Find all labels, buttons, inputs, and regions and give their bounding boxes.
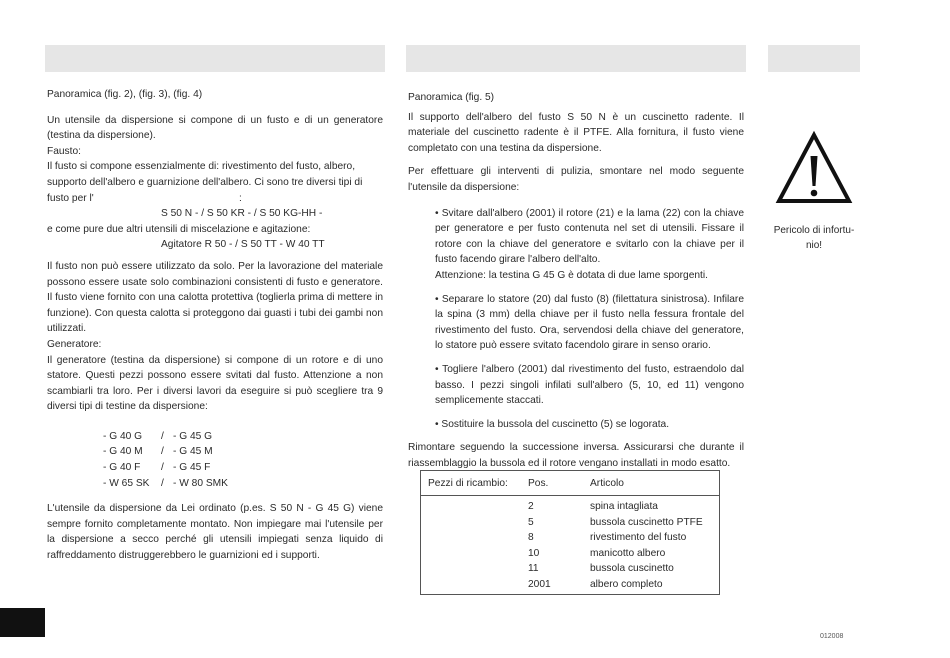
left-paragraph-6: L'utensile da dispersione da Lei ordinato (p.es. S 50 N - G 45 G) viene sempre fornito completamente montato. Non impiegare mai l'utensile per la dispersione a secco perché gli utensili impiegati senza liquido di raffreddamento distruggerebbero le guarnizioni ed i supporti. — [47, 503, 383, 562]
bullet-item: • Togliere l'albero (2001) dal rivestimento del fusto, estraendolo dal basso. I pezzi singoli infilati sull'albero (5, 10, ed 11) vengono semplicemente staccati. — [435, 363, 744, 407]
warning-note — [768, 130, 860, 253]
warning-text-line-2: nio! — [805, 239, 823, 251]
bullet-item: • Sostituire la bussola del cuscinetto (5) se logorata. — [435, 418, 670, 430]
left-paragraph-4: Il fusto non può essere utilizzato da solo. Per la lavorazione del materiale possono essere usate solo combinazioni consistenti di fusto e generatore. Il fusto viene fornito con una calotta protettiva (toglierla prima di mettere in funzione). Con questa calotta si proteggono dai guasti i tubi dei gambi non utilizzati. — [47, 260, 383, 335]
margin-header-bar — [768, 45, 860, 72]
list-item: - G 40 M / - G 45 M — [103, 446, 213, 458]
header-pos: Pos. — [528, 478, 549, 489]
right-paragraph-3: Rimontare seguendo la successione inversa. Assicurarsi che durante il riassemblaggio la bussola ed il rotore vengano installati in modo esatto. — [408, 442, 744, 469]
table-row-item: rivestimento del fusto — [590, 532, 687, 543]
list-item: - G 40 F / - G 45 F — [103, 462, 211, 474]
generator-label: Generatore: — [47, 338, 102, 350]
left-paragraph-1: Un utensile da dispersione si compone di un fusto e di un generatore (testina da dispersione). — [47, 114, 383, 142]
left-paragraph-5: Il generatore (testina da dispersione) si compone di un rotore e di uno statore. Questi pezzi possono essere svitati dal fusto. Attenzione a non scambiarli tra loro. Per i diversi lavori da eseguire si può scegliere tra 9 diversi tipi di testine da dispersione: — [47, 354, 383, 413]
mixer-models: Agitatore R 50 - / S 50 TT - W 40 TT — [161, 239, 325, 251]
left-header-bar — [45, 45, 385, 72]
table-row-pos: 5 — [528, 516, 534, 528]
bullet-item: • Separare lo statore (20) dal fusto (8) (filettatura sinistrosa). Infilare la spina (3 mm) della chiave per il fusto nella fessura frontale del rivestimento del fusto. Ora, servendosi della chiave del generatore, lo statore può essere svitato facendolo girare in senso orario. — [435, 293, 744, 352]
right-paragraph-2: Per effettuare gli interventi di pulizia, smontare nel modo seguente l'utensile da dispersione: — [408, 166, 744, 193]
table-header — [421, 471, 719, 496]
fausto-label: Fausto: — [47, 145, 81, 157]
bullet-item: • Svitare dall'albero (2001) il rotore (21) e la lama (22) con la chiave per generatore e per fusto contenuta nel set di utensili. Fissare il rotore con la chiave del generatore e svitarlo con la chiave per il fusto facendo girare l'albero dell'alto. — [435, 207, 744, 266]
header-article: Articolo — [590, 478, 624, 489]
right-paragraph-1: Il supporto dell'albero del fusto S 50 N è un cuscinetto radente. Il materiale del cuscinetto radente è il PTFE. Alla fornitura, il fusto viene completato con una testina da dispersione. — [408, 111, 744, 154]
page-corner-tab — [0, 608, 45, 637]
left-paragraph-2: Il fusto si compone essenzialmente di: rivestimento del fusto, albero, supporto dell'albero e guarnizione dell'albero. Ci sono tre diversi tipi di fusto per l' — [47, 161, 363, 204]
bullet-list — [408, 206, 744, 433]
left-paragraph-3: e come pure due altri utensili di miscelazione e agitazione: — [47, 223, 311, 235]
table-row-item: bussola cuscinetto — [590, 563, 674, 574]
list-item: - G 40 G / - G 45 G — [103, 430, 213, 442]
table-row-item: bussola cuscinetto PTFE — [590, 516, 703, 528]
table-row-pos: 8 — [528, 532, 534, 543]
generator-list — [103, 429, 228, 491]
left-heading: Panoramica (fig. 2), (fig. 3), (fig. 4) — [47, 89, 203, 100]
warning-triangle-icon — [775, 130, 853, 206]
document-code: 012008 — [820, 633, 844, 640]
table-row-item: albero completo — [590, 578, 663, 590]
right-heading: Panoramica (fig. 5) — [408, 92, 495, 103]
spare-parts-table — [420, 470, 720, 595]
warning-text-line-1: Pericolo di infortu- — [773, 225, 855, 236]
header-spare-parts: Pezzi di ricambio: — [428, 478, 508, 489]
right-column — [408, 90, 744, 471]
table-row-item: spina intagliata — [590, 501, 658, 512]
table-row-item: manicotto albero — [590, 547, 666, 559]
table-row-pos: 2 — [528, 501, 534, 512]
table-row-pos: 2001 — [528, 578, 551, 590]
colon-mark: : — [239, 192, 242, 204]
left-column — [47, 87, 383, 564]
right-header-bar — [406, 45, 746, 72]
list-item: - W 65 SK / - W 80 SMK — [103, 477, 228, 489]
table-row-pos: 11 — [528, 563, 539, 574]
bullet-note: Attenzione: la testina G 45 G è dotata di due lame sporgenti. — [435, 269, 708, 281]
table-row-pos: 10 — [528, 547, 540, 559]
shaft-models: S 50 N - / S 50 KR - / S 50 KG-HH - — [161, 208, 323, 220]
